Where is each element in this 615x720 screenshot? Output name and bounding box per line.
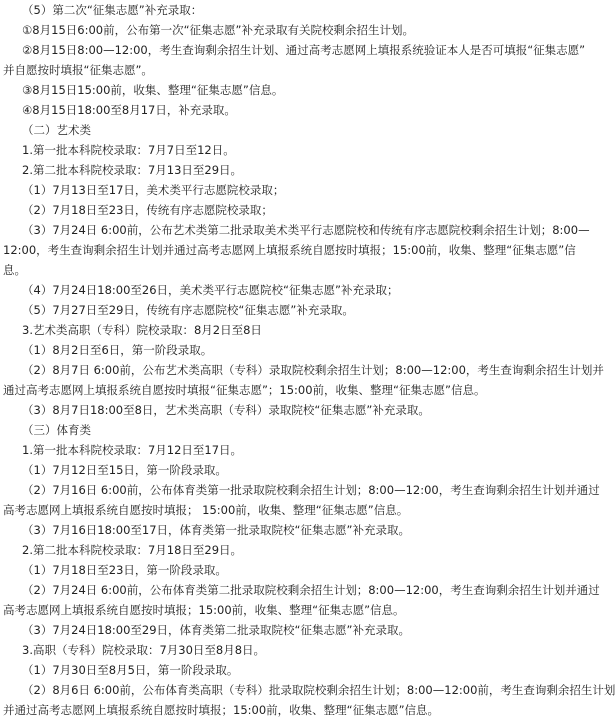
paragraph: （1）7月18日至23日，第一阶段录取。 [22, 563, 227, 577]
paragraph: （1）7月13日至17日，美术类平行志愿院校录取； [22, 183, 285, 197]
paragraph: （1）7月30日至8月5日，第一阶段录取。 [22, 663, 239, 677]
paragraph: （3）7月16日18:00至17日，体育类第一批录取院校“征集志愿”补充录取。 [22, 523, 410, 537]
paragraph: （2）8月6日 6:00前，公布体育类高职（专科）批录取院校剩余招生计划；8:00—12:00前，考生查询剩余招生计划 [22, 683, 615, 697]
paragraph: 1.第一批本科院校录取：7月12日至17日。 [22, 443, 243, 457]
paragraph: （2）7月16日 6:00前，公布体育类第一批录取院校剩余招生计划；8:00—12:00，考生查询剩余招生计划并通过 [22, 483, 600, 497]
paragraph: （4）7月24日18:00至26日，美术类平行志愿院校“征集志愿”补充录取； [22, 283, 399, 297]
paragraph: 息。 [3, 263, 26, 277]
paragraph: 高考志愿网上填报系统自愿按时填报； 15:00前，收集、整理“征集志愿”信息。 [3, 503, 409, 517]
paragraph: （3）7月24日 6:00前，公布艺术类第二批录取美术类平行志愿院校和传统有序志愿院校剩余招生计划；8:00— [22, 223, 590, 237]
paragraph: （1）7月12日至15日，第一阶段录取。 [22, 463, 227, 477]
paragraph: 3.高职（专科）院校录取：7月30日至8月8日。 [22, 643, 266, 657]
paragraph: （5）7月27日至29日，传统有序志愿院校“征集志愿”补充录取。 [22, 303, 354, 317]
paragraph: 3.艺术类高职（专科）院校录取：8月2日至8日 [22, 323, 262, 337]
paragraph: ②8月15日8:00—12:00，考生查询剩余招生计划、通过高考志愿网上填报系统验证本人是否可填报“征集志愿” [22, 43, 586, 57]
paragraph: 2.第二批本科院校录取：7月13日至29日。 [22, 163, 243, 177]
paragraph: 高考志愿网上填报系统自愿按时填报；15:00前，收集、整理“征集志愿”信息。 [3, 603, 405, 617]
paragraph: ④8月15日18:00至8月17日，补充录取。 [22, 103, 236, 117]
paragraph: 2.第二批本科院校录取：7月18日至29日。 [22, 543, 243, 557]
paragraph: 1.第一批本科院校录取：7月7日至12日。 [22, 143, 235, 157]
paragraph: 通过高考志愿网上填报系统自愿按时填报“征集志愿”；15:00前，收集、整理“征集志愿”信息。 [3, 383, 486, 397]
paragraph: 12:00，考生查询剩余招生计划并通过高考志愿网上填报系统自愿按时填报；15:00前，收集、整理“征集志愿”信 [3, 243, 576, 257]
section-heading: （二）艺术类 [22, 123, 91, 137]
paragraph: ①8月15日6:00前，公布第一次“征集志愿”补充录取有关院校剩余招生计划。 [22, 23, 414, 37]
paragraph: （3）8月7日18:00至8日，艺术类高职（专科）录取院校“征集志愿”补充录取。 [22, 403, 430, 417]
paragraph: ③8月15日15:00前，收集、整理“征集志愿”信息。 [22, 83, 284, 97]
paragraph: （1）8月2日至6日，第一阶段录取。 [22, 343, 213, 357]
paragraph: 并通过高考志愿网上填报系统自愿按时填报；15:00前，收集、整理“征集志愿”信息。 [3, 703, 440, 717]
paragraph: （3）7月24日18:00至29日，体育类第二批录取院校“征集志愿”补充录取。 [22, 623, 410, 637]
paragraph: （5）第二次“征集志愿”补充录取： [22, 3, 203, 17]
document-body [3, 0, 615, 717]
paragraph: （2）8月7日 6:00前，公布艺术类高职（专科）录取院校剩余招生计划；8:00—12:00，考生查询剩余招生计划并 [22, 363, 604, 377]
paragraph: （2）7月24日 6:00前，公布体育类第二批录取院校剩余招生计划；8:00—12:00，考生查询剩余招生计划并通过 [22, 583, 600, 597]
paragraph: 并自愿按时填报“征集志愿”。 [3, 63, 153, 77]
section-heading: （三）体育类 [22, 423, 91, 437]
paragraph: （2）7月18日至23日，传统有序志愿院校录取； [22, 203, 273, 217]
